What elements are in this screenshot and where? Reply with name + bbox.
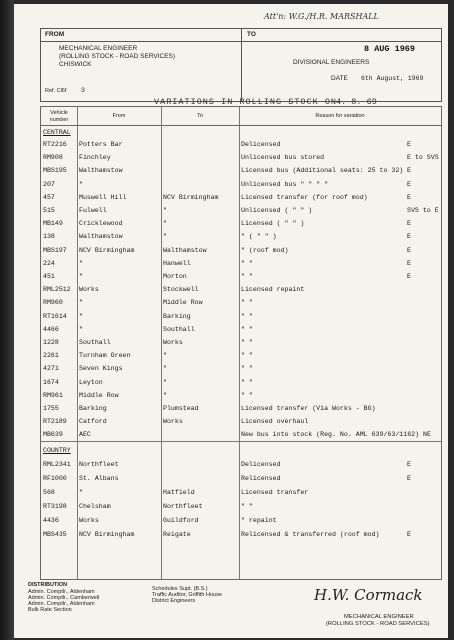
cell-to: Middle Row bbox=[163, 299, 203, 307]
table-row bbox=[41, 311, 441, 324]
table-row bbox=[41, 473, 441, 486]
table-row bbox=[41, 515, 441, 528]
cell-vehicle: 4466 bbox=[43, 325, 59, 333]
cell-from: " bbox=[79, 259, 83, 267]
cell-to: " bbox=[163, 207, 167, 214]
from-label: FROM bbox=[45, 31, 65, 38]
received-stamp: 8 AUG 1969 bbox=[364, 44, 416, 54]
cell-engineer: E bbox=[407, 141, 411, 148]
cell-reason: " (roof mod) bbox=[241, 246, 289, 254]
cell-from: Finchley bbox=[79, 154, 111, 162]
cell-vehicle: RT2189 bbox=[43, 418, 67, 426]
date-label: DATE bbox=[331, 75, 348, 82]
cell-to: Plumstead bbox=[163, 405, 199, 412]
table-row bbox=[41, 165, 441, 178]
cell-from: " bbox=[79, 325, 83, 333]
header-box bbox=[40, 28, 442, 102]
cell-engineer: E bbox=[407, 167, 411, 175]
header-rule bbox=[41, 125, 441, 126]
handwritten-note: Att'n: W.G./H.R. MARSHALL bbox=[264, 12, 379, 21]
signature: H.W. Cormack bbox=[314, 586, 423, 604]
cell-engineer: E bbox=[407, 475, 411, 482]
cell-from: " bbox=[79, 312, 83, 320]
cell-from: Walthamstow bbox=[79, 167, 123, 175]
cell-vehicle: 568 bbox=[43, 489, 55, 496]
table-row bbox=[41, 139, 441, 152]
cell-reason: " " bbox=[241, 299, 253, 307]
table-row bbox=[41, 231, 441, 244]
cell-vehicle: MBS435 bbox=[43, 531, 67, 538]
cell-to: Walthamstow bbox=[163, 246, 207, 254]
table-row bbox=[41, 459, 441, 472]
cell-vehicle: 207 bbox=[43, 180, 55, 188]
cell-from: Catford bbox=[79, 418, 107, 426]
cell-reason: Licensed repaint bbox=[241, 286, 305, 294]
table-row bbox=[41, 403, 441, 416]
cell-vehicle: 1755 bbox=[43, 405, 59, 412]
sign-title-2: (ROLLING STOCK - ROAD SERVICES) bbox=[326, 621, 430, 627]
cell-reason: " " bbox=[241, 391, 253, 399]
cell-reason: Licensed overhaul bbox=[241, 418, 309, 426]
table-row bbox=[41, 337, 441, 350]
distribution-line-4: Bulk Rate Section bbox=[28, 607, 72, 613]
cell-reason: New bus into stock (Reg. No. AML 639/63/1162) NE bbox=[241, 431, 431, 439]
ref-label: Ref. Cl6f bbox=[45, 88, 67, 94]
cell-to: " bbox=[163, 378, 167, 386]
cell-vehicle: 515 bbox=[43, 207, 55, 214]
cell-vehicle: RM961 bbox=[43, 391, 63, 399]
table-row bbox=[41, 152, 441, 165]
cell-to: Stockwell bbox=[163, 286, 199, 294]
cell-vehicle: RML2341 bbox=[43, 461, 71, 468]
col-header-to: To bbox=[197, 113, 203, 119]
cell-reason: Licensed ( " " ) bbox=[241, 220, 305, 228]
cell-engineer: E bbox=[407, 461, 411, 468]
distribution-label: DISTRIBUTION bbox=[28, 582, 68, 588]
cell-reason: Relicensed & transferred (roof mod) bbox=[241, 531, 380, 538]
cell-to: " bbox=[163, 233, 167, 241]
cell-vehicle: 4436 bbox=[43, 517, 59, 524]
cell-to: Hatfield bbox=[163, 489, 195, 496]
cell-from: Potters Bar bbox=[79, 141, 123, 148]
cell-engineer: E bbox=[407, 246, 411, 254]
cell-to: Hanwell bbox=[163, 259, 191, 267]
document-page bbox=[14, 4, 448, 638]
cell-reason: Delicensed bbox=[241, 461, 281, 468]
cc-line-3: District Engineers bbox=[152, 598, 196, 604]
cell-vehicle: RT3198 bbox=[43, 503, 67, 510]
cell-from: Northfleet bbox=[79, 461, 119, 468]
cell-from: " bbox=[79, 273, 83, 280]
table-row bbox=[41, 350, 441, 363]
cell-from: Turnham Green bbox=[79, 352, 131, 360]
cell-vehicle: 2261 bbox=[43, 352, 59, 360]
cell-reason: Licensed transfer bbox=[241, 489, 309, 496]
distribution-line-1: Admin. Comptlr., Aldenham bbox=[28, 589, 95, 595]
cell-from: Leyton bbox=[79, 378, 103, 386]
cell-engineer: E bbox=[407, 180, 411, 188]
cell-reason: " " bbox=[241, 325, 253, 333]
cell-to: " bbox=[163, 365, 167, 373]
cell-to: Morton bbox=[163, 273, 187, 280]
cell-reason: Licensed bus (Additional seats: 25 to 32) bbox=[241, 167, 404, 175]
cell-from: Middle Row bbox=[79, 391, 119, 399]
table-row bbox=[41, 192, 441, 205]
cell-vehicle: RML2512 bbox=[43, 286, 71, 294]
table-heading-date: 4. 8. 69 bbox=[336, 97, 377, 107]
table-row bbox=[41, 284, 441, 297]
cell-from: St. Albans bbox=[79, 475, 119, 482]
cell-from: " bbox=[79, 180, 83, 188]
header-divider bbox=[241, 29, 242, 101]
cell-reason: Unlicensed ( " " ) bbox=[241, 207, 313, 214]
cell-vehicle: 1674 bbox=[43, 378, 59, 386]
table-row bbox=[41, 218, 441, 231]
cell-to: Southall bbox=[163, 325, 195, 333]
cell-reason: Delicensed bbox=[241, 141, 281, 148]
cell-reason: " " bbox=[241, 352, 253, 360]
cell-vehicle: MB639 bbox=[43, 431, 63, 439]
from-line-2: (ROLLING STOCK - ROAD SERVICES) bbox=[59, 53, 176, 60]
scan-edge-shadow bbox=[0, 0, 14, 640]
cell-from: Walthamstow bbox=[79, 233, 123, 241]
cell-vehicle: 224 bbox=[43, 259, 55, 267]
cell-vehicle: RM908 bbox=[43, 154, 63, 162]
cell-to: " bbox=[163, 391, 167, 399]
cell-from: Works bbox=[79, 517, 99, 524]
cell-engineer: E bbox=[407, 273, 411, 280]
cell-vehicle: 138 bbox=[43, 233, 55, 241]
cell-reason: Relicensed bbox=[241, 475, 281, 482]
cell-engineer: E bbox=[407, 220, 411, 228]
cell-engineer: SVS to E bbox=[407, 207, 439, 214]
col-header-reason: Reason for variation bbox=[315, 113, 365, 119]
sign-title-1: MECHANICAL ENGINEER bbox=[344, 614, 414, 620]
cell-from: AEC bbox=[79, 431, 91, 439]
cell-vehicle: MB149 bbox=[43, 220, 63, 228]
cell-from: NCV Birmingham bbox=[79, 531, 135, 538]
cell-vehicle: RT2216 bbox=[43, 141, 67, 148]
table-row bbox=[41, 258, 441, 271]
cell-from: Cricklewood bbox=[79, 220, 123, 228]
cell-vehicle: MBS195 bbox=[43, 167, 67, 175]
cell-reason: Licensed transfer (for roof mod) bbox=[241, 193, 368, 201]
col-header-vehicle: Vehicle number bbox=[49, 110, 69, 123]
col-header-from: From bbox=[112, 113, 126, 119]
cell-reason: Licensed transfer (Via Works - BG) bbox=[241, 405, 376, 412]
table-heading: VARIATIONS IN ROLLING STOCK ON bbox=[154, 97, 338, 107]
table-row bbox=[41, 363, 441, 376]
distribution-line-2: Admin. Comptlr., Camberwell bbox=[28, 595, 100, 601]
distribution-line-3: Admin. Comptlr., Aldenham bbox=[28, 601, 95, 607]
cell-engineer: E bbox=[407, 233, 411, 241]
to-label: TO bbox=[247, 31, 256, 38]
section-divider bbox=[41, 441, 441, 442]
table-row bbox=[41, 529, 441, 542]
cell-reason: " " bbox=[241, 273, 253, 280]
cell-reason: " " bbox=[241, 312, 253, 320]
cell-reason: " " bbox=[241, 339, 253, 346]
section-country: COUNTRY bbox=[43, 447, 71, 454]
ref-value: 3 bbox=[81, 87, 85, 94]
cell-to: Northfleet bbox=[163, 503, 203, 510]
cell-from: Fulwell bbox=[79, 207, 107, 214]
cell-vehicle: 1228 bbox=[43, 339, 59, 346]
variations-table bbox=[40, 106, 442, 580]
cell-from: Barking bbox=[79, 405, 107, 412]
table-row bbox=[41, 271, 441, 284]
cell-from: Works bbox=[79, 286, 99, 294]
table-row bbox=[41, 487, 441, 500]
to-value: DIVISIONAL ENGINEERS bbox=[293, 59, 370, 66]
cell-vehicle: 457 bbox=[43, 193, 55, 201]
cell-reason: " " bbox=[241, 259, 253, 267]
cell-to: NCV Birmingham bbox=[163, 193, 219, 201]
table-row bbox=[41, 390, 441, 403]
cell-vehicle: RT1614 bbox=[43, 312, 67, 320]
cell-from: Chelsham bbox=[79, 503, 111, 510]
cell-engineer: E to SVS bbox=[407, 154, 439, 162]
cell-reason: " " bbox=[241, 378, 253, 386]
cell-engineer: E bbox=[407, 259, 411, 267]
cell-from: " bbox=[79, 489, 83, 496]
cell-from: Seven Kings bbox=[79, 365, 123, 373]
cell-engineer: E bbox=[407, 531, 411, 538]
cell-reason: Unlicensed bus stored bbox=[241, 154, 325, 162]
cell-vehicle: MBS197 bbox=[43, 246, 67, 254]
table-row bbox=[41, 324, 441, 337]
cell-vehicle: RM960 bbox=[43, 299, 63, 307]
cell-vehicle: RF1000 bbox=[43, 475, 67, 482]
table-row bbox=[41, 377, 441, 390]
cell-to: " bbox=[163, 220, 167, 228]
cell-to: " bbox=[163, 352, 167, 360]
cell-vehicle: 451 bbox=[43, 273, 55, 280]
cell-reason: " " bbox=[241, 503, 253, 510]
date-value: 6th August, 1969 bbox=[361, 75, 424, 82]
cell-reason: Unlicensed bus " " " " bbox=[241, 180, 329, 188]
table-row bbox=[41, 205, 441, 218]
table-row bbox=[41, 501, 441, 514]
cell-from: Southall bbox=[79, 339, 111, 346]
cell-reason: " ( " " ) bbox=[241, 233, 277, 241]
cc-line-2: Traffic Auditor, Griffith House bbox=[152, 592, 222, 598]
cell-to: Barking bbox=[163, 312, 191, 320]
cell-to: Reigate bbox=[163, 531, 191, 538]
cell-to: Guildford bbox=[163, 517, 199, 524]
section-central: CENTRAL bbox=[43, 129, 71, 136]
table-row bbox=[41, 179, 441, 192]
table-row bbox=[41, 297, 441, 310]
table-row bbox=[41, 416, 441, 429]
cell-to: Works bbox=[163, 339, 183, 346]
cell-reason: " repaint bbox=[241, 517, 277, 524]
cell-reason: " " bbox=[241, 365, 253, 373]
cell-to: Works bbox=[163, 418, 183, 426]
from-line-3: CHISWICK bbox=[59, 61, 92, 68]
cell-from: " bbox=[79, 299, 83, 307]
cell-from: NCV Birmingham bbox=[79, 246, 135, 254]
cell-vehicle: 4271 bbox=[43, 365, 59, 373]
from-line-1: MECHANICAL ENGINEER bbox=[59, 45, 138, 52]
table-row bbox=[41, 245, 441, 258]
cell-from: Muswell Hill bbox=[79, 193, 127, 201]
cell-engineer: E bbox=[407, 193, 411, 201]
cc-line-1: Schedules Supt. (B.S.) bbox=[152, 586, 208, 592]
